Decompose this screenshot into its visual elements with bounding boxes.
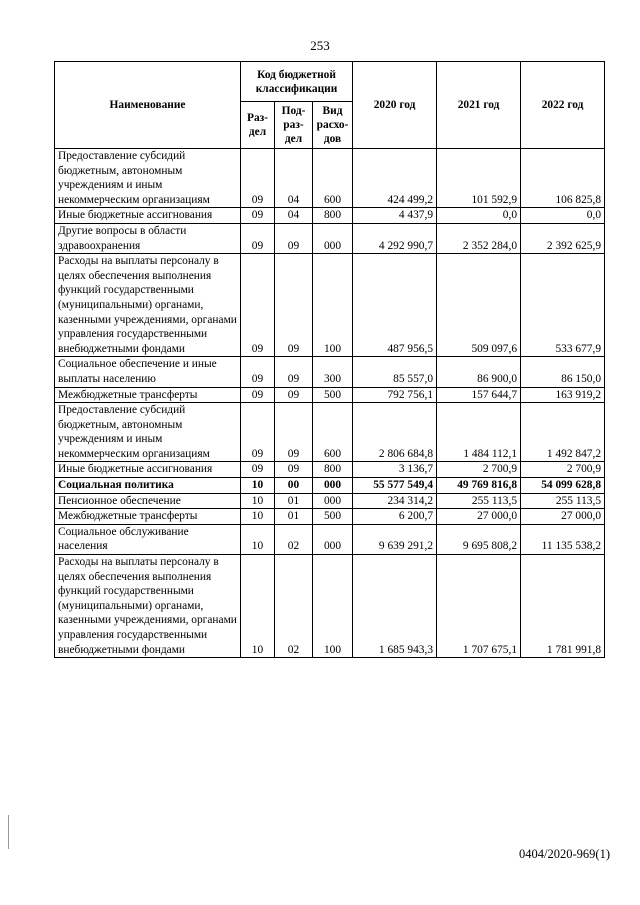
row-name-cell: Предоставление субсидий бюджетным, автономным учреждениям и иным некоммерческим организациям <box>55 403 241 462</box>
header-name: Наименование <box>55 62 241 149</box>
row-2022-value-cell: 1 781 991,8 <box>521 555 605 658</box>
row-expense-type-cell: 800 <box>313 462 353 478</box>
table-row <box>55 357 605 387</box>
table-row <box>55 149 605 208</box>
row-2021-value-cell: 86 900,0 <box>437 357 521 387</box>
row-2020-value-cell: 85 557,0 <box>353 357 437 387</box>
header-year-2022: 2022 год <box>521 62 605 149</box>
row-2020-value-cell: 487 956,5 <box>353 254 437 357</box>
row-2021-value-cell: 9 695 808,2 <box>437 524 521 554</box>
row-2021-value-cell: 27 000,0 <box>437 509 521 525</box>
table-row <box>55 524 605 554</box>
row-2022-value-cell: 1 492 847,2 <box>521 403 605 462</box>
row-2020-value-cell: 424 499,2 <box>353 149 437 208</box>
row-2021-value-cell: 49 769 816,8 <box>437 478 521 494</box>
row-expense-type-cell: 600 <box>313 149 353 208</box>
row-subsection-cell: 09 <box>275 254 313 357</box>
budget-table <box>54 61 605 658</box>
row-2021-value-cell: 1 484 112,1 <box>437 403 521 462</box>
row-2022-value-cell: 0,0 <box>521 208 605 224</box>
row-subsection-cell: 00 <box>275 478 313 494</box>
row-2020-value-cell: 2 806 684,8 <box>353 403 437 462</box>
row-expense-type-cell: 000 <box>313 478 353 494</box>
row-2020-value-cell: 3 136,7 <box>353 462 437 478</box>
header-subsection: Под-раз-дел <box>275 102 313 149</box>
row-2021-value-cell: 2 700,9 <box>437 462 521 478</box>
margin-mark <box>8 815 9 849</box>
row-subsection-cell: 01 <box>275 509 313 525</box>
row-2020-value-cell: 792 756,1 <box>353 387 437 403</box>
row-section-cell: 09 <box>241 208 275 224</box>
row-subsection-cell: 09 <box>275 357 313 387</box>
row-subsection-cell: 04 <box>275 208 313 224</box>
row-name-cell: Расходы на выплаты персоналу в целях обеспечения выполнения функций государственными (муниципальными) органами, казенными учреждениями, органами управления государственными внебюджетными фондами <box>55 254 241 357</box>
row-2020-value-cell: 4 437,9 <box>353 208 437 224</box>
row-2021-value-cell: 509 097,6 <box>437 254 521 357</box>
row-section-cell: 10 <box>241 478 275 494</box>
row-subsection-cell: 09 <box>275 462 313 478</box>
row-section-cell: 09 <box>241 254 275 357</box>
header-year-2021: 2021 год <box>437 62 521 149</box>
row-expense-type-cell: 000 <box>313 524 353 554</box>
row-expense-type-cell: 500 <box>313 387 353 403</box>
row-section-cell: 09 <box>241 357 275 387</box>
row-name-cell: Межбюджетные трансферты <box>55 387 241 403</box>
table-row <box>55 555 605 658</box>
header-code-group: Код бюджетной классификации <box>241 62 353 102</box>
row-2022-value-cell: 2 392 625,9 <box>521 223 605 253</box>
row-section-cell: 09 <box>241 387 275 403</box>
row-subsection-cell: 04 <box>275 149 313 208</box>
row-2022-value-cell: 255 113,5 <box>521 493 605 509</box>
table-row <box>55 208 605 224</box>
table-row <box>55 509 605 525</box>
row-2022-value-cell: 54 099 628,8 <box>521 478 605 494</box>
row-2022-value-cell: 86 150,0 <box>521 357 605 387</box>
row-subsection-cell: 02 <box>275 555 313 658</box>
document-code: 0404/2020-969(1) <box>519 847 610 861</box>
table-row <box>55 403 605 462</box>
row-name-cell: Межбюджетные трансферты <box>55 509 241 525</box>
header-section: Раз-дел <box>241 102 275 149</box>
header-year-2020: 2020 год <box>353 62 437 149</box>
row-expense-type-cell: 300 <box>313 357 353 387</box>
row-expense-type-cell: 600 <box>313 403 353 462</box>
row-name-cell: Социальное обеспечение и иные выплаты населению <box>55 357 241 387</box>
row-name-cell: Социальная политика <box>55 478 241 494</box>
row-expense-type-cell: 000 <box>313 223 353 253</box>
row-subsection-cell: 02 <box>275 524 313 554</box>
row-subsection-cell: 09 <box>275 223 313 253</box>
row-2020-value-cell: 55 577 549,4 <box>353 478 437 494</box>
row-2021-value-cell: 0,0 <box>437 208 521 224</box>
table-row <box>55 254 605 357</box>
row-section-cell: 10 <box>241 509 275 525</box>
row-section-cell: 09 <box>241 223 275 253</box>
table-row <box>55 493 605 509</box>
row-2021-value-cell: 255 113,5 <box>437 493 521 509</box>
row-2021-value-cell: 157 644,7 <box>437 387 521 403</box>
row-subsection-cell: 01 <box>275 493 313 509</box>
row-section-cell: 09 <box>241 149 275 208</box>
row-section-cell: 09 <box>241 403 275 462</box>
row-2022-value-cell: 2 700,9 <box>521 462 605 478</box>
row-name-cell: Пенсионное обеспечение <box>55 493 241 509</box>
table-row <box>55 478 605 494</box>
row-section-cell: 10 <box>241 524 275 554</box>
table-row <box>55 462 605 478</box>
row-name-cell: Предоставление субсидий бюджетным, автономным учреждениям и иным некоммерческим организациям <box>55 149 241 208</box>
row-2022-value-cell: 106 825,8 <box>521 149 605 208</box>
row-expense-type-cell: 100 <box>313 254 353 357</box>
row-2020-value-cell: 234 314,2 <box>353 493 437 509</box>
row-2020-value-cell: 9 639 291,2 <box>353 524 437 554</box>
row-subsection-cell: 09 <box>275 387 313 403</box>
row-name-cell: Иные бюджетные ассигнования <box>55 208 241 224</box>
row-2021-value-cell: 2 352 284,0 <box>437 223 521 253</box>
row-2021-value-cell: 1 707 675,1 <box>437 555 521 658</box>
row-name-cell: Иные бюджетные ассигнования <box>55 462 241 478</box>
row-name-cell: Расходы на выплаты персоналу в целях обеспечения выполнения функций государственными (муниципальными) органами, казенными учреждениями, органами управления государственными внебюджетными фондами <box>55 555 241 658</box>
row-section-cell: 10 <box>241 555 275 658</box>
row-2020-value-cell: 6 200,7 <box>353 509 437 525</box>
table-row <box>55 223 605 253</box>
row-2022-value-cell: 11 135 538,2 <box>521 524 605 554</box>
row-section-cell: 10 <box>241 493 275 509</box>
row-section-cell: 09 <box>241 462 275 478</box>
row-2022-value-cell: 27 000,0 <box>521 509 605 525</box>
row-2020-value-cell: 4 292 990,7 <box>353 223 437 253</box>
page-number: 253 <box>310 38 330 53</box>
row-2021-value-cell: 101 592,9 <box>437 149 521 208</box>
row-subsection-cell: 09 <box>275 403 313 462</box>
row-expense-type-cell: 000 <box>313 493 353 509</box>
row-name-cell: Социальное обслуживание населения <box>55 524 241 554</box>
row-name-cell: Другие вопросы в области здравоохранения <box>55 223 241 253</box>
row-expense-type-cell: 800 <box>313 208 353 224</box>
row-expense-type-cell: 100 <box>313 555 353 658</box>
row-2020-value-cell: 1 685 943,3 <box>353 555 437 658</box>
table-row <box>55 387 605 403</box>
row-expense-type-cell: 500 <box>313 509 353 525</box>
row-2022-value-cell: 533 677,9 <box>521 254 605 357</box>
header-expense-type: Вид расхо-дов <box>313 102 353 149</box>
row-2022-value-cell: 163 919,2 <box>521 387 605 403</box>
